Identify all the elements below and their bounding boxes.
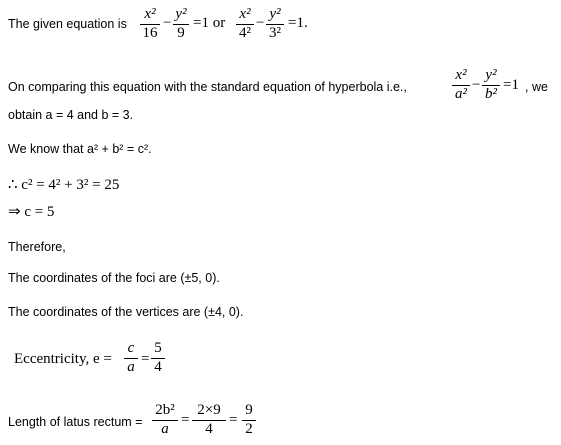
equals-one-or: =1 or xyxy=(193,15,226,31)
vertices-text: The coordinates of the vertices are (±4, 0). xyxy=(8,305,244,319)
denominator: 16 xyxy=(142,25,158,41)
c-squared-equation: ∴ c² = 4² + 3² = 25 xyxy=(8,177,120,193)
fraction-x2-over-16 xyxy=(140,7,160,41)
denominator: 3² xyxy=(269,25,281,41)
comparison-text: On comparing this equation with the standard equation of hyperbola i.e., xyxy=(8,80,407,94)
numerator: y² xyxy=(485,67,497,83)
fraction-5-over-4 xyxy=(151,341,165,375)
fraction-9-over-2 xyxy=(242,403,256,437)
minus-sign: − xyxy=(472,77,481,93)
minus-sign: − xyxy=(163,15,172,31)
denominator: 4² xyxy=(239,25,251,41)
denominator: 9 xyxy=(177,25,185,41)
fraction-y2-over-b2 xyxy=(482,68,500,102)
c-value-equation: ⇒ c = 5 xyxy=(8,204,55,220)
numerator: y² xyxy=(175,6,187,22)
equals-one: =1 xyxy=(503,77,519,93)
know-that-text: We know that a² + b² = c². xyxy=(8,142,152,156)
foci-text: The coordinates of the foci are (±5, 0). xyxy=(8,271,220,285)
fraction-y2-over-3sq xyxy=(266,7,284,41)
equals-sign: = xyxy=(229,412,238,428)
equals-sign: = xyxy=(141,351,150,367)
fraction-x2-over-4sq xyxy=(236,7,254,41)
equals-one: =1. xyxy=(288,15,308,31)
numerator: x² xyxy=(239,6,251,22)
numerator: c xyxy=(127,340,135,356)
denominator: 2 xyxy=(245,421,253,437)
fraction-2x9-over-4 xyxy=(192,403,226,437)
numerator: 5 xyxy=(154,340,162,356)
given-equation-text: The given equation is xyxy=(8,17,127,31)
numerator: x² xyxy=(455,67,467,83)
fraction-y2-over-9 xyxy=(173,7,189,41)
equals-sign: = xyxy=(181,412,190,428)
comparison-tail: , we xyxy=(525,80,548,94)
obtain-values-text: obtain a = 4 and b = 3. xyxy=(8,108,134,122)
numerator: 9 xyxy=(245,402,253,418)
latus-rectum-label: Length of latus rectum = xyxy=(8,415,143,429)
denominator: b² xyxy=(485,86,497,102)
numerator: x² xyxy=(144,6,156,22)
eccentricity-label: Eccentricity, e = xyxy=(14,351,112,367)
fraction-c-over-a xyxy=(124,341,138,375)
denominator: 4 xyxy=(154,359,162,375)
denominator: a xyxy=(127,359,135,375)
denominator: a² xyxy=(455,86,467,102)
numerator: y² xyxy=(269,6,281,22)
numerator: 2×9 xyxy=(197,402,221,418)
therefore-text: Therefore, xyxy=(8,240,66,254)
numerator: 2b² xyxy=(155,402,175,418)
denominator: a xyxy=(161,421,169,437)
fraction-2b2-over-a xyxy=(152,403,178,437)
denominator: 4 xyxy=(205,421,213,437)
minus-sign: − xyxy=(256,15,265,31)
fraction-x2-over-a2 xyxy=(452,68,470,102)
